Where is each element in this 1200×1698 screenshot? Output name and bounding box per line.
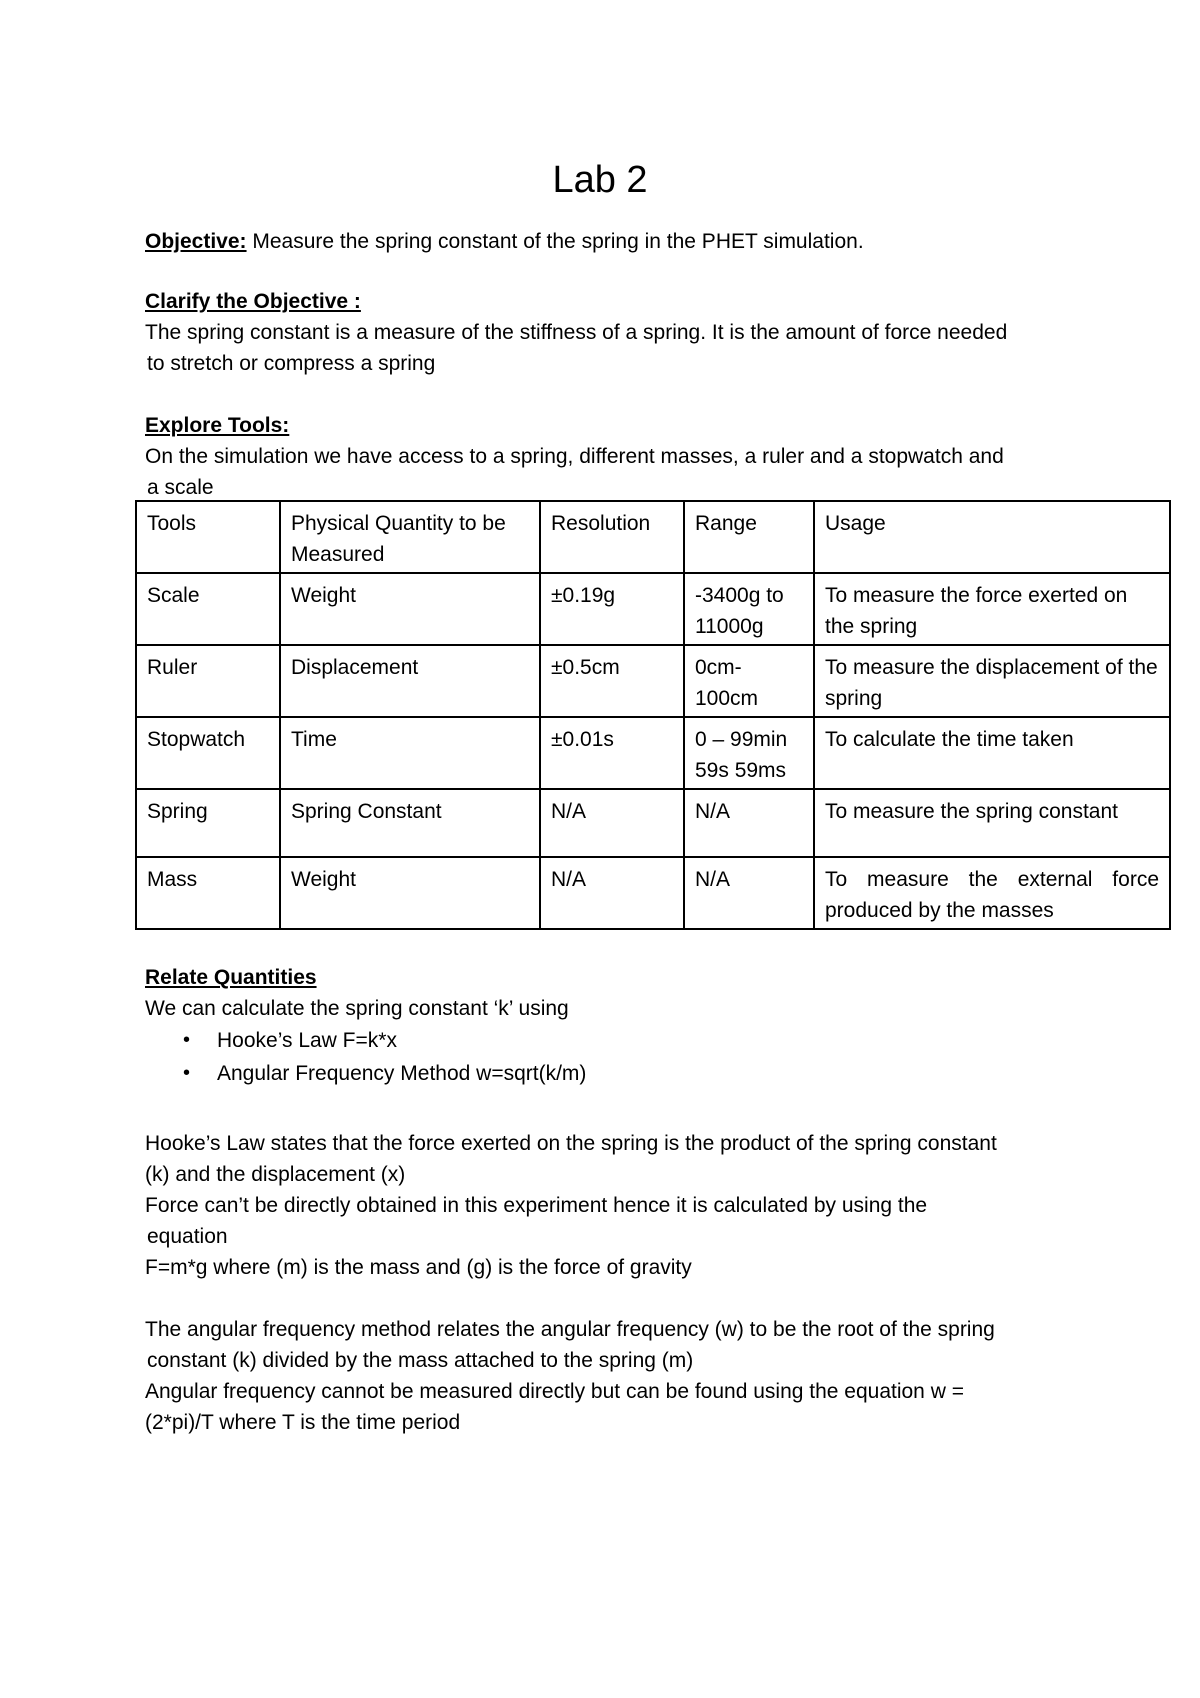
table-cell: Scale <box>136 573 280 645</box>
angular-line-4: (2*pi)/T where T is the time period <box>145 1411 461 1434</box>
header-cell: Range <box>684 501 814 573</box>
table-cell: N/A <box>684 857 814 929</box>
table-row <box>136 573 1170 645</box>
list-item <box>145 1057 1075 1090</box>
explore-heading: Explore Tools: <box>145 414 290 437</box>
table-cell: Displacement <box>280 645 540 717</box>
clarify-heading: Clarify the Objective : <box>145 290 361 313</box>
table-cell: ±0.5cm <box>540 645 684 717</box>
relate-heading: Relate Quantities <box>145 966 317 989</box>
objective-section <box>145 226 1075 257</box>
angular-line-3: Angular frequency cannot be measured directly but can be found using the equation w = <box>145 1380 964 1403</box>
hooke-line-1: Hooke’s Law states that the force exerted on the spring is the product of the spring constant <box>145 1132 997 1155</box>
table-row <box>136 717 1170 789</box>
clarify-line-1: The spring constant is a measure of the stiffness of a spring. It is the amount of force needed <box>145 321 1008 344</box>
relate-intro: We can calculate the spring constant ‘k’ using <box>145 997 569 1020</box>
table-cell: Weight <box>280 857 540 929</box>
hooke-line-4: equation <box>147 1225 228 1248</box>
table-cell: Spring Constant <box>280 789 540 857</box>
angular-line-2: constant (k) divided by the mass attached to the spring (m) <box>147 1349 694 1372</box>
bullet-icon: • <box>183 1029 191 1051</box>
table-row <box>136 789 1170 857</box>
table-cell: ±0.01s <box>540 717 684 789</box>
explore-line-1: On the simulation we have access to a spring, different masses, a ruler and a stopwatch and <box>145 445 1004 468</box>
table-cell: N/A <box>540 857 684 929</box>
table-cell: To measure the force exerted on the spring <box>814 573 1170 645</box>
clarify-section <box>145 286 1075 379</box>
angular-line-1: The angular frequency method relates the angular frequency (w) to be the root of the spring <box>145 1318 995 1341</box>
objective-text: Measure the spring constant of the spring in the PHET simulation. <box>246 230 864 253</box>
hooke-line-3: Force can’t be directly obtained in this experiment hence it is calculated by using the <box>145 1194 928 1217</box>
method-list <box>145 1024 1075 1090</box>
relate-section <box>145 962 1075 1090</box>
header-cell: Resolution <box>540 501 684 573</box>
table-cell: Stopwatch <box>136 717 280 789</box>
table-cell: To measure the external force produced by the masses <box>814 857 1170 929</box>
header-cell: Physical Quantity to be Measured <box>280 501 540 573</box>
table-cell: Mass <box>136 857 280 929</box>
clarify-line-2: to stretch or compress a spring <box>147 352 436 375</box>
header-cell: Usage <box>814 501 1170 573</box>
hooke-line-5: F=m*g where (m) is the mass and (g) is the force of gravity <box>145 1256 692 1279</box>
table-cell: To measure the displacement of the spring <box>814 645 1170 717</box>
table-header-row <box>136 501 1170 573</box>
angular-section <box>145 1314 1075 1438</box>
table-cell: N/A <box>540 789 684 857</box>
tools-table <box>135 500 1171 930</box>
bullet-icon: • <box>183 1062 191 1084</box>
list-item-text: Angular Frequency Method w=sqrt(k/m) <box>217 1062 587 1085</box>
explore-line-2: a scale <box>147 476 214 499</box>
header-cell: Tools <box>136 501 280 573</box>
table-cell: To measure the spring constant <box>814 789 1170 857</box>
table-cell: N/A <box>684 789 814 857</box>
table-cell: To calculate the time taken <box>814 717 1170 789</box>
hooke-section <box>145 1128 1075 1283</box>
explore-section <box>145 410 1075 503</box>
table-cell: Ruler <box>136 645 280 717</box>
table-cell: ±0.19g <box>540 573 684 645</box>
table-row <box>136 645 1170 717</box>
hooke-line-2: (k) and the displacement (x) <box>145 1163 406 1186</box>
page-title: Lab 2 <box>552 159 648 201</box>
table-cell: Spring <box>136 789 280 857</box>
table-cell: Weight <box>280 573 540 645</box>
table-cell: 0cm-100cm <box>684 645 814 717</box>
table-cell: Time <box>280 717 540 789</box>
objective-heading: Objective: <box>145 230 247 253</box>
list-item <box>145 1024 1075 1057</box>
table-cell: -3400g to 11000g <box>684 573 814 645</box>
list-item-text: Hooke’s Law F=k*x <box>217 1029 397 1052</box>
table-cell: 0 – 99min 59s 59ms <box>684 717 814 789</box>
table-row <box>136 857 1170 929</box>
